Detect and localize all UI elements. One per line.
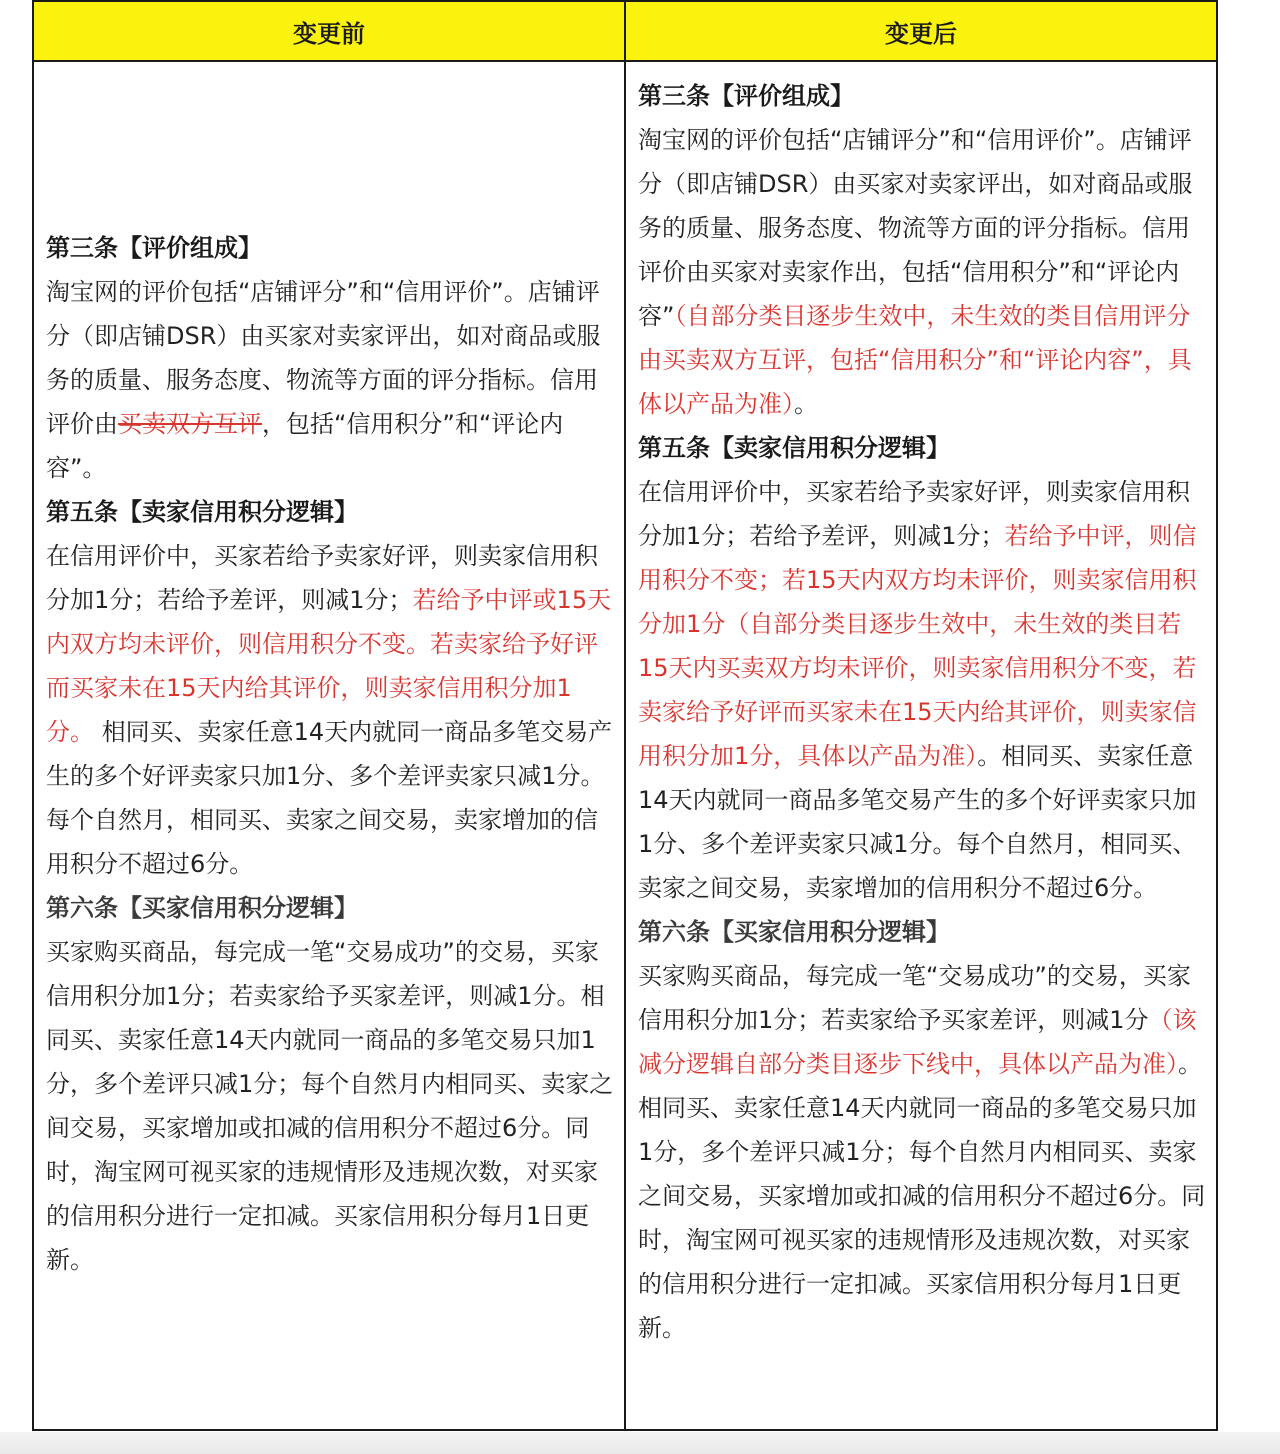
comparison-table <box>32 0 1218 1431</box>
after-article-5-body <box>638 470 1206 910</box>
header-after: 变更后 <box>626 2 1216 62</box>
after-article-5-title: 第五条【卖家信用积分逻辑】 <box>638 434 950 462</box>
before-article-3-body <box>46 270 614 490</box>
after-article-6-body <box>638 954 1206 1350</box>
before-article-5-text-1: 在信用评价中，买家若给予卖家好评，则卖家信用积分加1分；若给予差评，则减1分； <box>46 542 598 614</box>
before-article-3-text-1: 淘宝网的评价包括“店铺评分”和“信用评价”。店铺评分（即店铺DSR）由买家对卖家评出，如对商品或服务的质量、服务态度、物流等方面的评分指标。信用评价由 <box>46 278 601 438</box>
bottom-shadow <box>0 1432 1280 1454</box>
before-article-6-title: 第六条【买家信用积分逻辑】 <box>46 894 358 922</box>
before-article-5-text-2: 相同买、卖家任意14天内就同一商品多笔交易产生的多个好评卖家只加1分、多个差评卖家只减1分。每个自然月，相同买、卖家之间交易，卖家增加的信用积分不超过6分。 <box>46 718 613 878</box>
after-column <box>626 62 1216 1429</box>
after-article-6-text-2: 。相同买、卖家任意14天内就同一商品的多笔交易只加1分，多个差评只减1分；每个自然月内相同买、卖家之间交易，买家增加或扣减的信用积分不超过6分。同时，淘宝网可视买家的违规情形及违规次数，对买家的信用积分进行一定扣减。买家信用积分每月1日更新。 <box>638 1050 1206 1342</box>
after-article-5-text-2: 。相同买、卖家任意14天内就同一商品多笔交易产生的多个好评卖家只加1分、多个差评卖家只减1分。每个自然月，相同买、卖家之间交易，卖家增加的信用积分不超过6分。 <box>638 742 1197 902</box>
after-article-3-body <box>638 118 1206 426</box>
before-article-5-body <box>46 534 614 886</box>
after-article-6-highlight: （该减分逻辑自部分类目逐步下线中，具体以产品为准） <box>638 1006 1197 1078</box>
header-before: 变更前 <box>34 2 626 62</box>
before-column <box>34 62 626 1429</box>
after-article-3-text-1: 淘宝网的评价包括“店铺评分”和“信用评价”。店铺评分（即店铺DSR）由买家对卖家评出，如对商品或服务的质量、服务态度、物流等方面的评分指标。信用评价由买家对卖家作出，包括“信用积分”和“评论内容” <box>638 126 1193 330</box>
before-article-6-body: 买家购买商品，每完成一笔“交易成功”的交易，买家信用积分加1分；若卖家给予买家差评，则减1分。相同买、卖家任意14天内就同一商品的多笔交易只加1分，多个差评只减1分；每个自然月内相同买、卖家之间交易，买家增加或扣减的信用积分不超过6分。同时，淘宝网可视买家的违规情形及违规次数，对买家的信用积分进行一定扣减。买家信用积分每月1日更新。 <box>46 938 614 1274</box>
before-article-5-title: 第五条【卖家信用积分逻辑】 <box>46 498 358 526</box>
after-article-5-highlight: 若给予中评，则信用积分不变；若15天内双方均未评价，则卖家信用积分加1分（自部分类目逐步生效中，未生效的类目若15天内买卖双方均未评价，则卖家信用积分不变，若卖家给予好评而买家未在15天内给其评价，则卖家信用积分加1分，具体以产品为准） <box>638 522 1197 770</box>
before-article-3-title: 第三条【评价组成】 <box>46 234 262 262</box>
before-article-5-highlight: 若给予中评或15天内双方均未评价，则信用积分不变。若卖家给予好评而买家未在15天内给其评价，则卖家信用积分加1分。 <box>46 586 612 746</box>
after-article-3-text-2: 。 <box>794 390 818 418</box>
after-article-6-text-1: 买家购买商品，每完成一笔“交易成功”的交易，买家信用积分加1分；若卖家给予买家差评，则减1分 <box>638 962 1191 1034</box>
after-article-6-title: 第六条【买家信用积分逻辑】 <box>638 918 950 946</box>
before-article-3-text-2: ，包括“信用积分”和“评论内容”。 <box>46 410 564 482</box>
after-article-5-text-1: 在信用评价中，买家若给予卖家好评，则卖家信用积分加1分；若给予差评，则减1分； <box>638 478 1190 550</box>
after-article-3-title: 第三条【评价组成】 <box>638 82 854 110</box>
before-article-3-strikethrough: 买卖双方互评 <box>118 410 262 438</box>
after-article-3-highlight: （自部分类目逐步生效中，未生效的类目信用评分由买卖双方互评，包括“信用积分”和“评论内容”，具体以产品为准） <box>638 302 1192 418</box>
